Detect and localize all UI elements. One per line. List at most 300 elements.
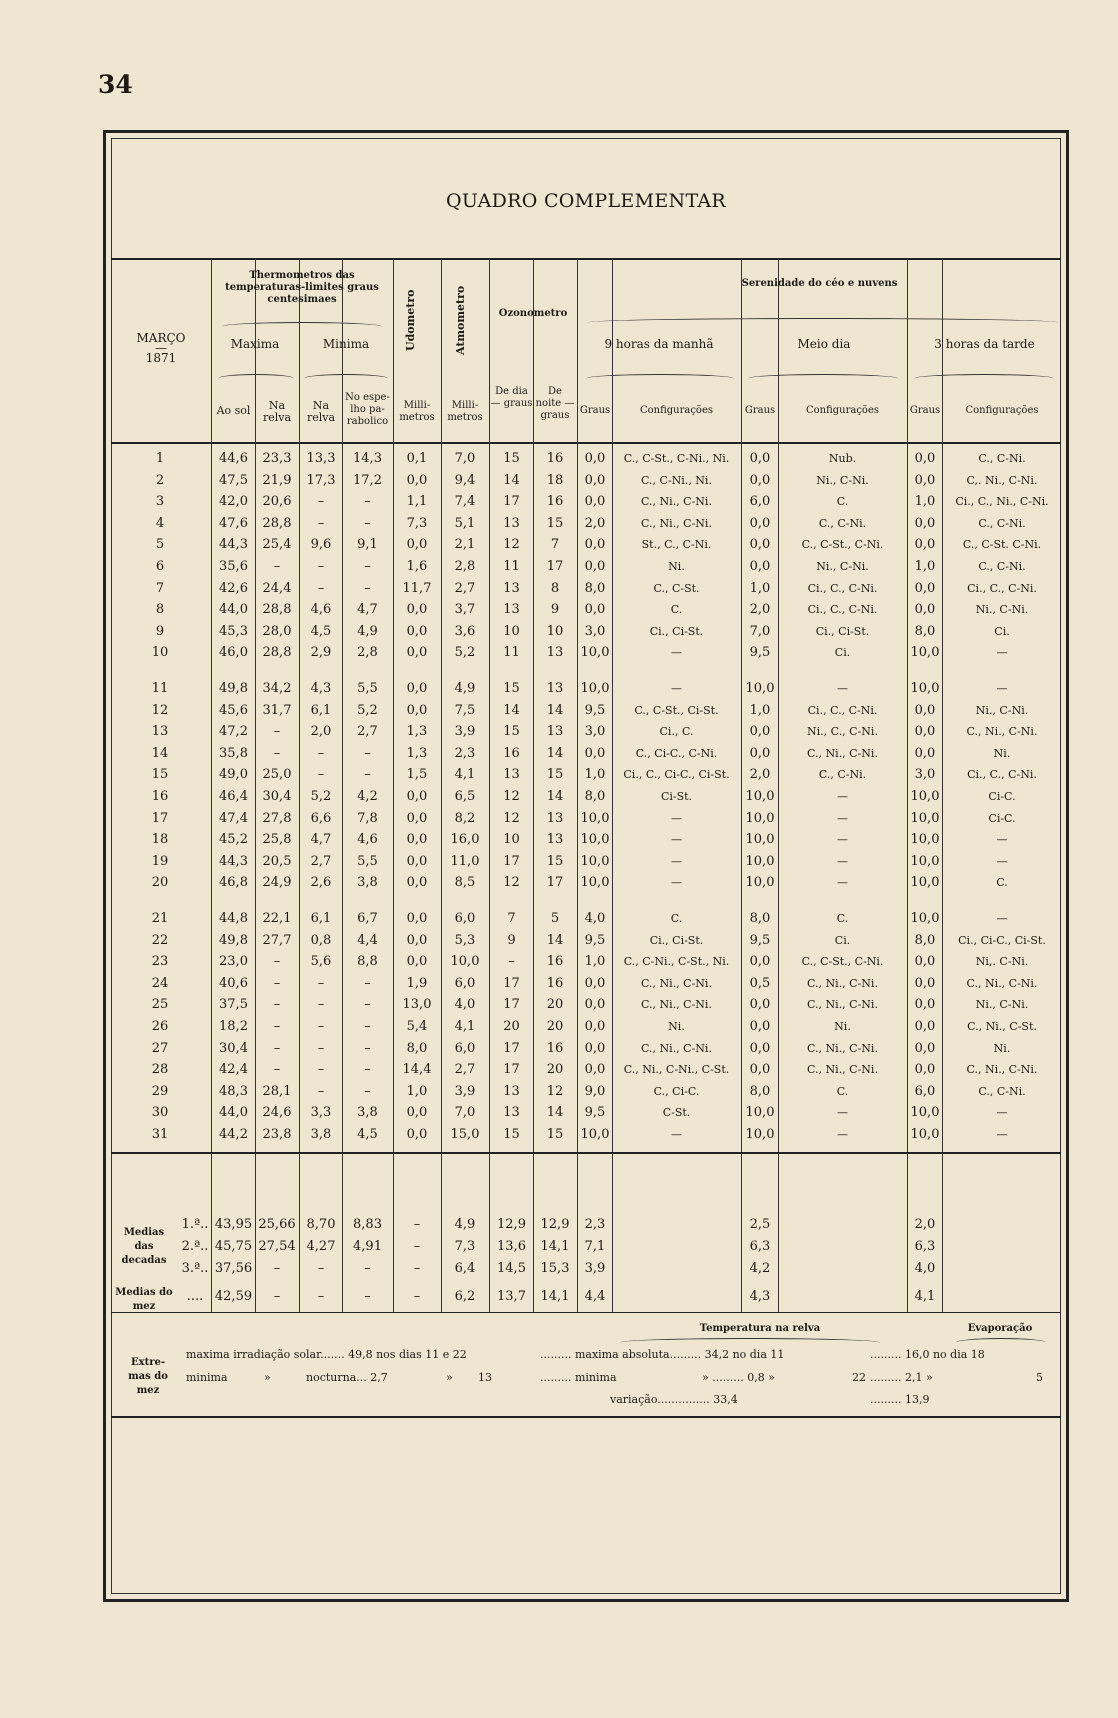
data-cell: 18 bbox=[546, 473, 564, 488]
minima-brace bbox=[304, 374, 388, 383]
data-cell: — bbox=[837, 833, 848, 846]
data-cell: 0,0 bbox=[406, 537, 428, 552]
day-cell: 29 bbox=[151, 1084, 169, 1099]
data-cell: 37,5 bbox=[219, 997, 248, 1012]
data-cell: C., Ni., C-Ni. bbox=[807, 1042, 878, 1055]
data-cell: 2,3 bbox=[454, 746, 476, 761]
data-cell: 0,0 bbox=[584, 451, 606, 466]
data-cell: 10,0 bbox=[910, 832, 940, 847]
data-cell: 4,3 bbox=[310, 681, 332, 696]
data-cell: 27,8 bbox=[262, 811, 292, 826]
data-cell: Ci., C., C-Ni. bbox=[807, 603, 878, 616]
medias-cell: 14,5 bbox=[497, 1261, 526, 1276]
data-cell: Ci., Ci-St. bbox=[815, 625, 870, 638]
data-cell: 0,0 bbox=[584, 997, 606, 1012]
data-cell: Ni., C., C-Ni. bbox=[807, 725, 878, 738]
data-cell: 8,8 bbox=[357, 954, 378, 969]
data-cell: 7 bbox=[550, 537, 560, 552]
data-cell: 8,0 bbox=[406, 1041, 428, 1056]
extremas-line1: maxima irradiação solar....... 49,8 nos dias 11 e 22 bbox=[186, 1348, 467, 1361]
data-cell: C., Ni., C-Ni., C-St. bbox=[623, 1063, 730, 1076]
data-cell: 4,9 bbox=[357, 624, 378, 639]
day-cell: 20 bbox=[151, 875, 169, 890]
data-cell: 35,8 bbox=[219, 746, 248, 761]
data-cell: – bbox=[508, 954, 515, 969]
data-cell: – bbox=[273, 746, 281, 761]
medias-period: .... bbox=[186, 1289, 204, 1304]
data-cell: 23,0 bbox=[219, 954, 248, 969]
data-cell: 2,8 bbox=[357, 645, 378, 660]
data-cell: 13 bbox=[546, 811, 564, 826]
data-cell: 20 bbox=[546, 1019, 564, 1034]
data-cell: 2,1 bbox=[454, 537, 476, 552]
data-cell: 0,0 bbox=[914, 746, 936, 761]
relva-minima-day: 22 bbox=[852, 1371, 866, 1384]
data-cell: 17,2 bbox=[353, 473, 382, 488]
day-cell: 26 bbox=[151, 1019, 169, 1034]
data-cell: 10,0 bbox=[745, 1127, 775, 1142]
data-cell: 10,0 bbox=[450, 954, 480, 969]
evap-minima-day: 5 bbox=[1036, 1371, 1043, 1384]
data-cell: Ni,. C-Ni. bbox=[975, 955, 1029, 968]
data-cell: 0,0 bbox=[406, 602, 428, 617]
data-cell: 49,8 bbox=[219, 933, 248, 948]
data-cell: — bbox=[996, 682, 1008, 695]
data-cell: – bbox=[317, 1019, 325, 1034]
data-cell: 28,0 bbox=[262, 624, 292, 639]
data-cell: — bbox=[996, 646, 1008, 659]
data-cell: 0,0 bbox=[584, 1019, 606, 1034]
day-cell: 5 bbox=[155, 537, 165, 552]
data-cell: 12 bbox=[503, 875, 520, 890]
medias-decadas-label: Medias das decadas bbox=[121, 1227, 167, 1266]
data-cell: C., Ni., C-Ni. bbox=[641, 517, 712, 530]
data-cell: C. bbox=[836, 495, 849, 508]
data-cell: 9 bbox=[507, 933, 516, 948]
data-cell: 1,0 bbox=[584, 767, 606, 782]
medias-cell: 37,56 bbox=[214, 1261, 253, 1276]
medias-cell: 4,0 bbox=[914, 1261, 936, 1276]
data-cell: – bbox=[364, 559, 371, 574]
data-cell: 13 bbox=[503, 1105, 520, 1120]
data-cell: 0,0 bbox=[584, 494, 606, 509]
data-cell: 11,0 bbox=[450, 854, 480, 869]
data-cell: 10,0 bbox=[745, 1105, 775, 1120]
medias-cell: 14,1 bbox=[540, 1289, 570, 1304]
data-cell: 13,0 bbox=[402, 997, 432, 1012]
data-cell: 2,7 bbox=[454, 581, 476, 596]
h3-brace bbox=[914, 374, 1054, 383]
data-cell: 2,7 bbox=[357, 724, 378, 739]
data-cell: Ci., C., Ni., C-Ni. bbox=[955, 495, 1049, 508]
ao-sol-header: Ao sol bbox=[216, 404, 251, 417]
data-cell: 7,4 bbox=[454, 494, 476, 509]
data-cell: C-St. bbox=[662, 1106, 691, 1119]
atmometro-header: Atmometro bbox=[454, 285, 467, 355]
data-cell: — bbox=[837, 1128, 848, 1141]
data-cell: 25,8 bbox=[262, 832, 292, 847]
data-cell: 0,0 bbox=[914, 1062, 936, 1077]
data-cell: Ni. bbox=[834, 1020, 851, 1033]
data-cell: – bbox=[273, 1019, 281, 1034]
data-cell: 0,0 bbox=[914, 997, 936, 1012]
day-cell: 6 bbox=[155, 559, 165, 574]
data-cell: 1,0 bbox=[749, 581, 771, 596]
data-cell: 46,0 bbox=[219, 645, 248, 660]
data-cell: 8,0 bbox=[584, 789, 606, 804]
data-cell: C. bbox=[670, 912, 683, 925]
table-title: QUADRO COMPLEMENTAR bbox=[445, 190, 727, 212]
data-cell: 49,0 bbox=[219, 767, 248, 782]
data-cell: 10,0 bbox=[580, 875, 610, 890]
data-cell: 10,0 bbox=[580, 854, 610, 869]
data-cell: 1,1 bbox=[406, 494, 428, 509]
data-cell: – bbox=[273, 976, 281, 991]
day-cell: 19 bbox=[151, 854, 169, 869]
data-cell: 2,0 bbox=[584, 516, 606, 531]
data-cell: 12 bbox=[503, 789, 520, 804]
extremas-minima-ditto: » bbox=[264, 1371, 271, 1384]
data-cell: 15 bbox=[546, 854, 564, 869]
data-cell: – bbox=[273, 724, 281, 739]
data-cell: 10,0 bbox=[580, 681, 610, 696]
data-cell: 10 bbox=[503, 624, 520, 639]
extremas-minima: minima bbox=[186, 1371, 228, 1384]
data-cell: C., Ni., C-Ni. bbox=[807, 1063, 878, 1076]
data-cell: 13 bbox=[546, 681, 564, 696]
data-cell: 6,0 bbox=[454, 911, 476, 926]
day-cell: 7 bbox=[155, 581, 165, 596]
day-cell: 13 bbox=[151, 724, 169, 739]
data-cell: 13 bbox=[546, 724, 564, 739]
medias-cell: 6,3 bbox=[914, 1239, 936, 1254]
data-cell: 10,0 bbox=[910, 645, 940, 660]
data-cell: 10,0 bbox=[910, 681, 940, 696]
medias-cell: 4,2 bbox=[749, 1261, 771, 1276]
data-cell: C., Ni., C-Ni. bbox=[966, 1063, 1038, 1076]
medias-cell: 4,4 bbox=[584, 1289, 606, 1304]
data-cell: 0,0 bbox=[406, 703, 428, 718]
data-cell: – bbox=[317, 559, 325, 574]
day-cell: 16 bbox=[151, 789, 169, 804]
data-cell: 48,3 bbox=[219, 1084, 248, 1099]
data-cell: 18,2 bbox=[219, 1019, 248, 1034]
data-cell: 0,0 bbox=[749, 724, 771, 739]
data-cell: 0,0 bbox=[584, 746, 606, 761]
data-cell: Ci., C., C-Ni. bbox=[967, 768, 1037, 781]
ozonometro-header: Ozonometro bbox=[498, 308, 568, 319]
graus-header-2: Graus bbox=[744, 405, 776, 416]
data-cell: 0,0 bbox=[406, 954, 428, 969]
maxima-brace bbox=[218, 374, 294, 383]
data-cell: 5,1 bbox=[454, 516, 476, 531]
data-cell: – bbox=[317, 494, 325, 509]
data-cell: 3,0 bbox=[914, 767, 936, 782]
data-cell: C., C-St. C-Ni. bbox=[962, 538, 1042, 551]
data-cell: Ci., Ci-C., Ci-St. bbox=[958, 934, 1046, 947]
data-cell: 0,0 bbox=[749, 997, 771, 1012]
data-cell: 7 bbox=[507, 911, 516, 926]
data-cell: 0,0 bbox=[406, 875, 428, 890]
medias-top-rule bbox=[111, 1152, 1061, 1154]
data-cell: 0,0 bbox=[914, 602, 936, 617]
data-cell: C., C-Ni. bbox=[978, 452, 1026, 465]
medias-cell: 14,1 bbox=[540, 1239, 570, 1254]
data-cell: 0,8 bbox=[310, 933, 332, 948]
data-cell: 9,5 bbox=[584, 703, 606, 718]
data-cell: – bbox=[364, 976, 371, 991]
day-cell: 8 bbox=[155, 602, 165, 617]
data-cell: Nub. bbox=[828, 452, 857, 465]
data-cell: Ci., C., Ci-C., Ci-St. bbox=[623, 768, 730, 781]
day-cell: 4 bbox=[155, 516, 165, 531]
data-cell: 30,4 bbox=[262, 789, 292, 804]
data-cell: 5,5 bbox=[357, 681, 378, 696]
medias-cell: 45,75 bbox=[214, 1239, 253, 1254]
medias-cell: – bbox=[413, 1217, 421, 1232]
day-cell: 18 bbox=[151, 832, 169, 847]
data-cell: – bbox=[317, 1062, 325, 1077]
data-cell: – bbox=[273, 1041, 281, 1056]
data-cell: C., C-St., C-Ni. bbox=[801, 955, 884, 968]
data-cell: 31,7 bbox=[262, 703, 292, 718]
data-cell: 0,0 bbox=[749, 1062, 771, 1077]
data-cell: 4,6 bbox=[357, 832, 378, 847]
data-cell: 1,0 bbox=[406, 1084, 428, 1099]
data-cell: 0,0 bbox=[406, 854, 428, 869]
data-cell: 0,0 bbox=[914, 724, 936, 739]
data-cell: 0,0 bbox=[584, 602, 606, 617]
data-cell: 23,3 bbox=[262, 451, 292, 466]
data-cell: Ci., Ci-St. bbox=[649, 934, 704, 947]
data-cell: 8,0 bbox=[914, 933, 936, 948]
header-top-rule bbox=[111, 258, 1061, 260]
data-cell: 11 bbox=[503, 559, 520, 574]
data-cell: – bbox=[273, 954, 281, 969]
data-cell: 10,0 bbox=[580, 645, 610, 660]
data-cell: 10 bbox=[546, 624, 564, 639]
data-cell: 17 bbox=[503, 854, 520, 869]
day-cell: 17 bbox=[151, 811, 169, 826]
day-cell: 23 bbox=[151, 954, 169, 969]
data-cell: 0,0 bbox=[406, 681, 428, 696]
medias-period: 1.ª.. bbox=[181, 1217, 209, 1232]
data-cell: C., C-Ni., C-St., Ni. bbox=[623, 955, 730, 968]
data-cell: 0,0 bbox=[749, 516, 771, 531]
data-cell: — bbox=[671, 876, 682, 889]
data-cell: 3,9 bbox=[454, 724, 476, 739]
data-cell: 2,0 bbox=[749, 602, 771, 617]
data-cell: C., Ni., C-Ni. bbox=[641, 977, 712, 990]
data-cell: – bbox=[364, 1062, 371, 1077]
data-cell: 23,8 bbox=[262, 1127, 292, 1142]
data-cell: Ni. bbox=[993, 1042, 1011, 1055]
data-cell: 10,0 bbox=[580, 1127, 610, 1142]
data-cell: – bbox=[317, 746, 325, 761]
data-cell: 0,0 bbox=[914, 976, 936, 991]
data-cell: 47,2 bbox=[219, 724, 248, 739]
data-cell: 0,0 bbox=[406, 473, 428, 488]
data-cell: 28,1 bbox=[262, 1084, 292, 1099]
data-cell: 3,8 bbox=[310, 1127, 332, 1142]
data-cell: 0,0 bbox=[914, 473, 936, 488]
data-cell: — bbox=[671, 812, 682, 825]
medias-cell: – bbox=[317, 1289, 325, 1304]
data-cell: 15 bbox=[546, 1127, 564, 1142]
data-cell: 47,4 bbox=[219, 811, 248, 826]
data-cell: 16 bbox=[546, 954, 564, 969]
data-cell: 44,0 bbox=[219, 1105, 248, 1120]
data-cell: 0,0 bbox=[914, 537, 936, 552]
medias-cell: 6,2 bbox=[454, 1289, 476, 1304]
data-cell: Ci., C., C-Ni. bbox=[807, 704, 878, 717]
page-number: 34 bbox=[98, 70, 133, 99]
na-relva-min-header: Na relva bbox=[306, 399, 336, 424]
data-cell: 12 bbox=[546, 1084, 564, 1099]
data-cell: — bbox=[837, 1106, 848, 1119]
data-cell: C., C-St., C-Ni., Ni. bbox=[623, 452, 730, 465]
data-cell: — bbox=[671, 1128, 682, 1141]
graus-header-1: Graus bbox=[579, 405, 611, 416]
day-cell: 12 bbox=[151, 703, 169, 718]
data-cell: 28,8 bbox=[262, 516, 292, 531]
data-cell: 4,1 bbox=[454, 767, 476, 782]
data-cell: 10,0 bbox=[580, 811, 610, 826]
medias-cell: – bbox=[317, 1261, 325, 1276]
day-cell: 21 bbox=[151, 911, 169, 926]
data-cell: 14,4 bbox=[402, 1062, 432, 1077]
config-header-3: Configurações bbox=[965, 405, 1039, 416]
thermo-brace bbox=[222, 322, 382, 331]
data-cell: 1,0 bbox=[914, 559, 936, 574]
data-cell: C,. Ni., C-Ni. bbox=[966, 474, 1038, 487]
data-cell: C., Ni., C-Ni. bbox=[807, 747, 878, 760]
data-cell: 14 bbox=[546, 746, 564, 761]
data-cell: 7,5 bbox=[454, 703, 476, 718]
data-cell: Ci. bbox=[994, 625, 1010, 638]
data-cell: 10,0 bbox=[745, 832, 775, 847]
data-cell: 15 bbox=[503, 681, 520, 696]
day-cell: 9 bbox=[155, 624, 165, 639]
data-cell: 0,0 bbox=[749, 1041, 771, 1056]
data-cell: 49,8 bbox=[219, 681, 248, 696]
relva-maxima: ......... maxima absoluta......... 34,2 no dia 11 bbox=[540, 1348, 785, 1361]
data-cell: 1,6 bbox=[406, 559, 428, 574]
data-cell: — bbox=[996, 1106, 1008, 1119]
data-cell: 35,6 bbox=[219, 559, 248, 574]
relva-minima-value: » ......... 0,8 » bbox=[702, 1371, 775, 1384]
day-cell: 27 bbox=[151, 1041, 169, 1056]
data-cell: 0,0 bbox=[406, 832, 428, 847]
data-cell: Ci. bbox=[834, 934, 851, 947]
data-cell: 6,0 bbox=[454, 1041, 476, 1056]
data-cell: 17 bbox=[503, 494, 520, 509]
h3-header: 3 horas da tarde bbox=[934, 337, 1035, 351]
data-cell: 13,3 bbox=[306, 451, 336, 466]
medias-cell: 4,1 bbox=[914, 1289, 936, 1304]
data-cell: 14,3 bbox=[353, 451, 382, 466]
data-cell: C., C-Ni. bbox=[978, 1085, 1026, 1098]
data-cell: 1,9 bbox=[406, 976, 428, 991]
data-cell: 0,0 bbox=[749, 954, 771, 969]
data-cell: 15 bbox=[546, 767, 564, 782]
h9-header: 9 horas da manhã bbox=[604, 337, 714, 351]
data-cell: – bbox=[317, 1084, 325, 1099]
data-cell: 0,0 bbox=[406, 624, 428, 639]
data-cell: 1,3 bbox=[406, 746, 428, 761]
data-cell: 8,0 bbox=[584, 581, 606, 596]
data-cell: – bbox=[273, 559, 281, 574]
milli1-header: Milli-metros bbox=[399, 400, 435, 423]
data-cell: 5,6 bbox=[310, 954, 332, 969]
data-cell: C. bbox=[670, 603, 683, 616]
data-cell: 17 bbox=[503, 976, 520, 991]
no-espelho-header: No espe-lho pa-rabolico bbox=[345, 392, 390, 427]
data-cell: – bbox=[364, 1019, 371, 1034]
medias-cell: – bbox=[413, 1261, 421, 1276]
data-cell: 16 bbox=[546, 451, 564, 466]
data-cell: 0,0 bbox=[749, 473, 771, 488]
data-cell: — bbox=[837, 876, 848, 889]
data-cell: Ni. bbox=[668, 1020, 685, 1033]
medias-cell: 27,54 bbox=[258, 1239, 296, 1254]
data-cell: C., C-Ni. bbox=[978, 560, 1026, 573]
data-cell: — bbox=[671, 855, 682, 868]
data-cell: 3,8 bbox=[357, 1105, 378, 1120]
data-cell: 0,0 bbox=[749, 746, 771, 761]
data-cell: Ni., C-Ni. bbox=[975, 704, 1029, 717]
day-cell: 14 bbox=[151, 746, 169, 761]
serenidade-header: Serenidade do céo e nuvens bbox=[741, 278, 898, 289]
data-cell: 44,8 bbox=[219, 911, 248, 926]
data-cell: 21,9 bbox=[262, 473, 292, 488]
day-cell: 25 bbox=[151, 997, 169, 1012]
data-cell: 0,0 bbox=[406, 1127, 428, 1142]
evap-minima: ......... 2,1 » bbox=[870, 1371, 933, 1384]
data-cell: 25,0 bbox=[262, 767, 292, 782]
data-cell: 0,0 bbox=[914, 451, 936, 466]
medias-cell: 6,3 bbox=[749, 1239, 771, 1254]
de-noite-header: De noite — graus bbox=[535, 386, 575, 421]
data-cell: — bbox=[837, 812, 848, 825]
data-cell: 10,0 bbox=[745, 811, 775, 826]
data-cell: Ci-St. bbox=[660, 790, 693, 803]
month-year: 1871 bbox=[145, 351, 177, 365]
extremas-label: Extre-mas do mez bbox=[128, 1357, 168, 1396]
data-cell: C., Ni., C-Ni. bbox=[966, 725, 1038, 738]
data-cell: 5,5 bbox=[357, 854, 378, 869]
data-cell: 0,0 bbox=[914, 1041, 936, 1056]
extremas-nocturna: nocturna... 2,7 bbox=[306, 1371, 388, 1384]
data-cell: 3,6 bbox=[454, 624, 476, 639]
data-cell: 7,3 bbox=[406, 516, 428, 531]
data-cell: 45,3 bbox=[219, 624, 248, 639]
data-cell: 17,3 bbox=[306, 473, 336, 488]
data-cell: 10,0 bbox=[910, 875, 940, 890]
data-cell: 14 bbox=[546, 933, 564, 948]
data-cell: 5,2 bbox=[454, 645, 476, 660]
data-cell: 17 bbox=[503, 1041, 520, 1056]
data-cell: 3,7 bbox=[454, 602, 476, 617]
data-cell: 42,6 bbox=[219, 581, 248, 596]
data-cell: 4,1 bbox=[454, 1019, 476, 1034]
data-cell: – bbox=[364, 1084, 371, 1099]
data-cell: – bbox=[317, 516, 325, 531]
serenidade-brace bbox=[588, 318, 1058, 327]
medias-cell: 8,83 bbox=[353, 1217, 382, 1232]
data-cell: 6,5 bbox=[454, 789, 476, 804]
data-cell: 0,0 bbox=[406, 933, 428, 948]
